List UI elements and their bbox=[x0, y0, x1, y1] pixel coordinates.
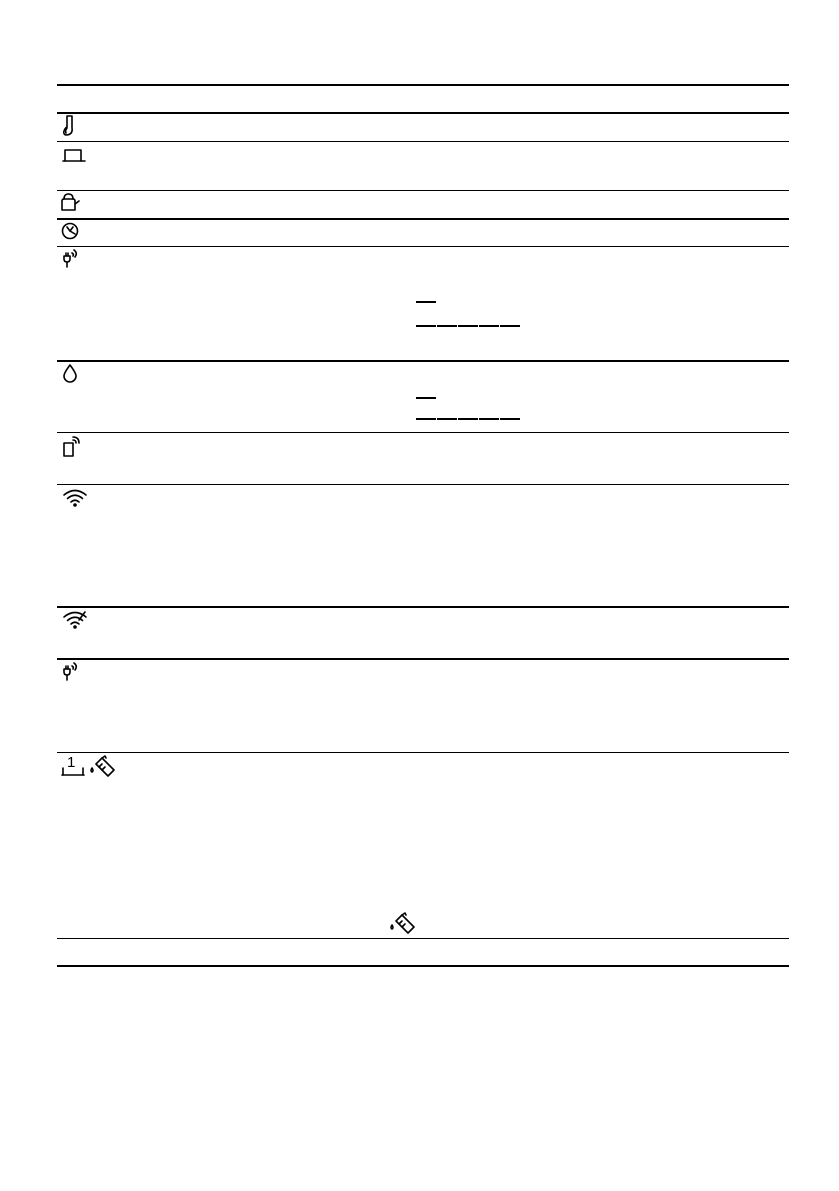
row-divider bbox=[57, 484, 789, 485]
row-divider bbox=[57, 658, 789, 660]
wifi-off-icon bbox=[63, 610, 89, 630]
sock-icon bbox=[62, 115, 76, 137]
table-bottom-rule bbox=[57, 965, 789, 967]
row-divider bbox=[57, 112, 789, 114]
table-top-rule bbox=[57, 84, 789, 86]
row-divider bbox=[57, 938, 789, 939]
basket-icon bbox=[61, 147, 87, 163]
timer-icon bbox=[61, 221, 81, 241]
water-drop-icon bbox=[62, 363, 78, 383]
remote-start-icon bbox=[62, 436, 80, 458]
tray-1-icon bbox=[61, 756, 85, 778]
row-divider bbox=[57, 218, 789, 220]
row-divider bbox=[57, 141, 789, 142]
detergent-bottle-icon bbox=[89, 755, 117, 779]
plug-signal-icon bbox=[61, 249, 79, 269]
row-divider bbox=[57, 752, 789, 753]
row-divider bbox=[57, 190, 789, 191]
row-divider bbox=[57, 246, 789, 247]
kettle-lock-icon bbox=[60, 192, 82, 212]
row-divider bbox=[57, 432, 789, 433]
plug-signal-icon bbox=[61, 662, 79, 682]
row-divider bbox=[57, 606, 789, 608]
row-divider bbox=[57, 360, 789, 362]
wifi-icon bbox=[63, 488, 89, 508]
detergent-bottle-icon bbox=[389, 912, 417, 936]
tray-number: 1 bbox=[67, 754, 76, 771]
